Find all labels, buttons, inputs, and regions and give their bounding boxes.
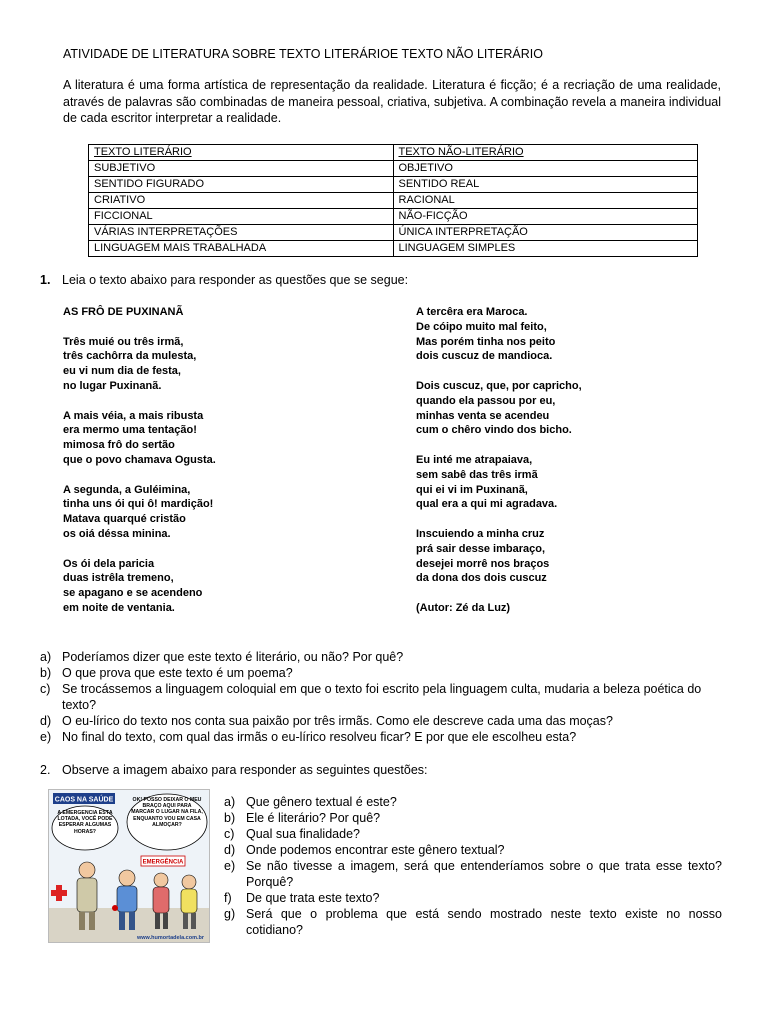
comparison-table [88, 144, 698, 257]
table-header-cell: TEXTO LITERÁRIO [89, 145, 394, 161]
poem-line: minhas venta se acendeu [416, 409, 550, 422]
poem-line: mimosa frô do sertão [63, 439, 175, 452]
question-1-items [40, 649, 730, 745]
poem-line: Matava quarqué cristão [63, 513, 186, 526]
cartoon-illustration [49, 790, 209, 942]
item-text: Que gênero textual é este? [246, 795, 397, 809]
item-letter: c) [40, 682, 51, 696]
table-cell: LINGUAGEM SIMPLES [393, 241, 698, 257]
poem-line: eu vi num dia de festa, [63, 365, 181, 378]
poem-line: qui ei vi im Puxinanã, [416, 483, 528, 496]
poem-line: cum o chêro vindo dos bicho. [416, 424, 572, 437]
table-cell: SUBJETIVO [89, 161, 394, 177]
cartoon-bubble-right: OK! POSSO DEIXAR O MEU BRAÇO AQUI PARA MARCAR O LUGAR NA FILA, ENQUANTO VOU EM CASA ALMOÇAR? [131, 797, 203, 828]
item-letter: d) [224, 843, 236, 857]
poem-line: sem sabê das três irmã [416, 468, 538, 481]
poem-line: A tercêra era Maroca. [416, 306, 528, 318]
cartoon-footer: www.humortadela.com.br [136, 935, 204, 941]
item-text: Qual sua finalidade? [246, 827, 360, 841]
question-text: Observe a imagem abaixo para responder as seguintes questões: [62, 763, 428, 777]
question-item [40, 713, 730, 729]
item-letter: d) [40, 714, 52, 728]
poem-line: A segunda, a Guléimina, [63, 483, 191, 496]
poem-line: A mais véia, a mais ribusta [63, 409, 204, 422]
item-letter: b) [40, 666, 52, 680]
poem-line: qual era a qui mi agradava. [416, 498, 558, 511]
question-number: 1. [40, 273, 51, 287]
question-item [224, 842, 722, 858]
poem-right-column [416, 305, 582, 631]
table-row [89, 177, 698, 193]
poem-line: dois cuscuz de mandioca. [416, 350, 553, 363]
poem-stanza [63, 409, 216, 468]
intro-paragraph: A literatura é uma forma artística de representação da realidade. Literatura é ficção; é a recriação de uma realidade, através de palavras são combinadas de maneira pessoal, criativa, subjetiva. A combinação revela a maneira individual de cada escritor interpretar a realidade. [63, 78, 721, 125]
poem-author-line: (Autor: Zé da Luz) [416, 601, 511, 614]
question-text: Leia o texto abaixo para responder as questões que se segue: [62, 273, 409, 287]
table-cell: CRIATIVO [89, 193, 394, 209]
poem-line: Os ói dela paricia [63, 557, 155, 570]
poem-line: que o povo chamava Ogusta. [63, 453, 216, 466]
item-text: No final do texto, com qual das irmãs o eu-lírico resolveu ficar? E por que ele escolheu esta? [62, 730, 577, 744]
poem-line: se apagano e se acendeno [63, 587, 203, 600]
item-text: Será que o problema que está sendo mostrado neste texto existe no nosso cotidiano? [246, 907, 722, 937]
item-letter: e) [40, 730, 52, 744]
poem-stanza [416, 453, 582, 512]
question-item [224, 810, 722, 826]
table-cell: RACIONAL [393, 193, 698, 209]
poem-line: duas istrêla tremeno, [63, 572, 174, 585]
poem-line: em noite de ventania. [63, 601, 175, 614]
item-text: Se trocássemos a linguagem coloquial em que o texto foi escrito pela linguagem culta, mudaria a beleza poética do texto? [62, 682, 702, 712]
poem-line: três cachôrra da mulesta, [63, 350, 197, 363]
question-item [40, 649, 730, 665]
poem-line: prá sair desse imbaraço, [416, 542, 546, 555]
poem-line: Dois cuscuz, que, por capricho, [416, 379, 582, 392]
poem-line: Três muié ou três irmã, [63, 335, 184, 348]
item-letter: a) [224, 795, 236, 809]
poem-line: da dona dos dois cuscuz [416, 572, 547, 585]
table-cell: LINGUAGEM MAIS TRABALHADA [89, 241, 394, 257]
cartoon-sign: EMERGÊNCIA [142, 859, 184, 866]
item-letter: g) [224, 907, 236, 921]
item-text: Poderíamos dizer que este texto é literário, ou não? Por quê? [62, 650, 404, 664]
table-header-row [89, 145, 698, 161]
poem-stanza [63, 335, 216, 394]
table-cell: SENTIDO REAL [393, 177, 698, 193]
table-cell: OBJETIVO [393, 161, 698, 177]
item-letter: f) [224, 891, 232, 905]
question-item [224, 858, 722, 890]
poem-line: era mermo uma tentação! [63, 424, 197, 437]
poem-line: tinha uns ói qui ô! mardição! [63, 498, 214, 511]
table-row [89, 209, 698, 225]
question-1-prompt [40, 273, 408, 287]
item-text: Se não tivesse a imagem, será que entenderíamos sobre o que trata esse texto? Porquê? [246, 859, 722, 889]
question-item [40, 729, 730, 745]
question-number: 2. [40, 763, 51, 777]
question-item [40, 681, 730, 713]
item-letter: c) [224, 827, 235, 841]
item-text: Onde podemos encontrar este gênero textual? [246, 843, 505, 857]
item-letter: b) [224, 811, 236, 825]
question-item [224, 826, 722, 842]
poem-line: os oiá déssa minina. [63, 527, 171, 540]
page-title: ATIVIDADE DE LITERATURA SOBRE TEXTO LITERÁRIOE TEXTO NÃO LITERÁRIO [63, 47, 543, 61]
table-row [89, 193, 698, 209]
poem-line: desejei morrê nos braços [416, 557, 550, 570]
table-cell: SENTIDO FIGURADO [89, 177, 394, 193]
item-letter: a) [40, 650, 52, 664]
item-text: O eu-lírico do texto nos conta sua paixão por três irmãs. Como ele descreve cada uma das moças? [62, 714, 613, 728]
question-item [224, 906, 722, 938]
poem-line: no lugar Puxinanã. [63, 379, 162, 392]
item-text: O que prova que este texto é um poema? [62, 666, 293, 680]
question-2-items [224, 794, 722, 938]
table-cell: ÚNICA INTERPRETAÇÃO [393, 225, 698, 241]
item-text: De que trata este texto? [246, 891, 380, 905]
poem-stanza [63, 483, 216, 542]
poem-stanza [416, 527, 582, 586]
cartoon-bubble-left: A EMERGÊNCIA ESTÁ LOTADA, VOCÊ PODE ESPERAR ALGUMAS HORAS? [57, 810, 113, 835]
question-item [40, 665, 730, 681]
cartoon-header: CAOS NA SAÚDE [54, 796, 114, 804]
poem-line: Mas porém tinha nos peito [416, 335, 556, 348]
poem-line: Inscuiendo a minha cruz [416, 527, 545, 540]
table-row [89, 241, 698, 257]
table-row [89, 161, 698, 177]
question-item [224, 890, 722, 906]
poem-line: De cóipo muito mal feito, [416, 320, 547, 333]
question-item [224, 794, 722, 810]
table-header-cell: TEXTO NÃO-LITERÁRIO [393, 145, 698, 161]
poem-line: quando ela passou por eu, [416, 394, 556, 407]
item-letter: e) [224, 859, 236, 873]
cartoon-image [48, 789, 210, 943]
poem-stanza [63, 557, 216, 616]
question-2-prompt [40, 763, 428, 777]
poem-stanza [416, 305, 582, 364]
table-cell: FICCIONAL [89, 209, 394, 225]
table-cell: NÃO-FICÇÃO [393, 209, 698, 225]
poem-title: AS FRÔ DE PUXINANÃ [63, 306, 184, 318]
poem-left-column [63, 305, 216, 631]
table-cell: VÁRIAS INTERPRETAÇÕES [89, 225, 394, 241]
poem-stanza [416, 379, 582, 438]
item-text: Ele é literário? Por quê? [246, 811, 381, 825]
poem-line: Eu inté me atrapaiava, [416, 453, 533, 466]
poem-author [416, 601, 582, 616]
table-row [89, 225, 698, 241]
